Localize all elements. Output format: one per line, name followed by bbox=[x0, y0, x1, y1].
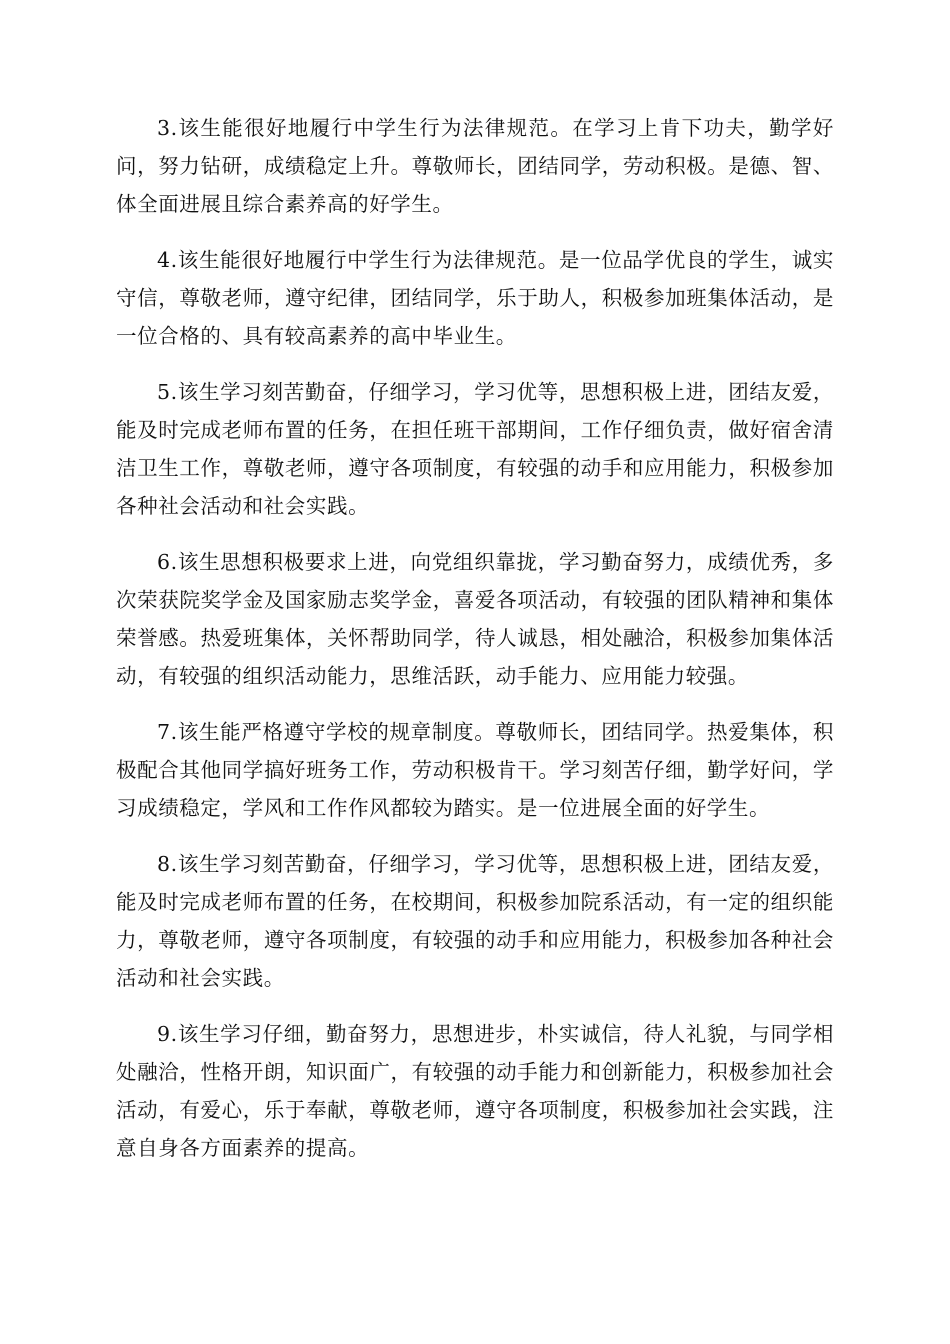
paragraph-4: 4.该生能很好地履行中学生行为法律规范。是一位品学优良的学生，诚实守信，尊敬老师，遵守纪律，团结同学，乐于助人，积极参加班集体活动，是一位合格的、具有较高素养的高中毕业生。 bbox=[116, 248, 834, 348]
paragraph-6: 6.该生思想积极要求上进，向党组织靠拢，学习勤奋努力，成绩优秀，多次荣获院奖学金及国家励志奖学金，喜爱各项活动，有较强的团队精神和集体荣誉感。热爱班集体，关怀帮助同学，待人诚恳，相处融洽，积极参加集体活动，有较强的组织活动能力，思维活跃，动手能力、应用能力较强。 bbox=[116, 550, 834, 688]
paragraph-5: 5.该生学习刻苦勤奋，仔细学习，学习优等，思想积极上进，团结友爱，能及时完成老师布置的任务，在担任班干部期间，工作仔细负责，做好宿舍清洁卫生工作，尊敬老师，遵守各项制度，有较强的动手和应用能力，积极参加各种社会活动和社会实践。 bbox=[116, 380, 834, 518]
paragraph-7: 7.该生能严格遵守学校的规章制度。尊敬师长，团结同学。热爱集体，积极配合其他同学搞好班务工作，劳动积极肯干。学习刻苦仔细，勤学好问，学习成绩稳定，学风和工作作风都较为踏实。是一位进展全面的好学生。 bbox=[116, 720, 834, 820]
paragraph-3: 3.该生能很好地履行中学生行为法律规范。在学习上肯下功夫，勤学好问，努力钻研，成绩稳定上升。尊敬师长，团结同学，劳动积极。是德、智、体全面进展且综合素养高的好学生。 bbox=[116, 116, 834, 216]
paragraph-9: 9.该生学习仔细，勤奋努力，思想进步，朴实诚信，待人礼貌，与同学相处融洽，性格开朗，知识面广，有较强的动手能力和创新能力，积极参加社会活动，有爱心，乐于奉献，尊敬老师，遵守各项制度，积极参加社会实践，注意自身各方面素养的提高。 bbox=[116, 1022, 834, 1160]
paragraph-8: 8.该生学习刻苦勤奋，仔细学习，学习优等，思想积极上进，团结友爱，能及时完成老师布置的任务，在校期间，积极参加院系活动，有一定的组织能力，尊敬老师，遵守各项制度，有较强的动手和应用能力，积极参加各种社会活动和社会实践。 bbox=[116, 852, 834, 990]
document-body bbox=[116, 109, 834, 1185]
